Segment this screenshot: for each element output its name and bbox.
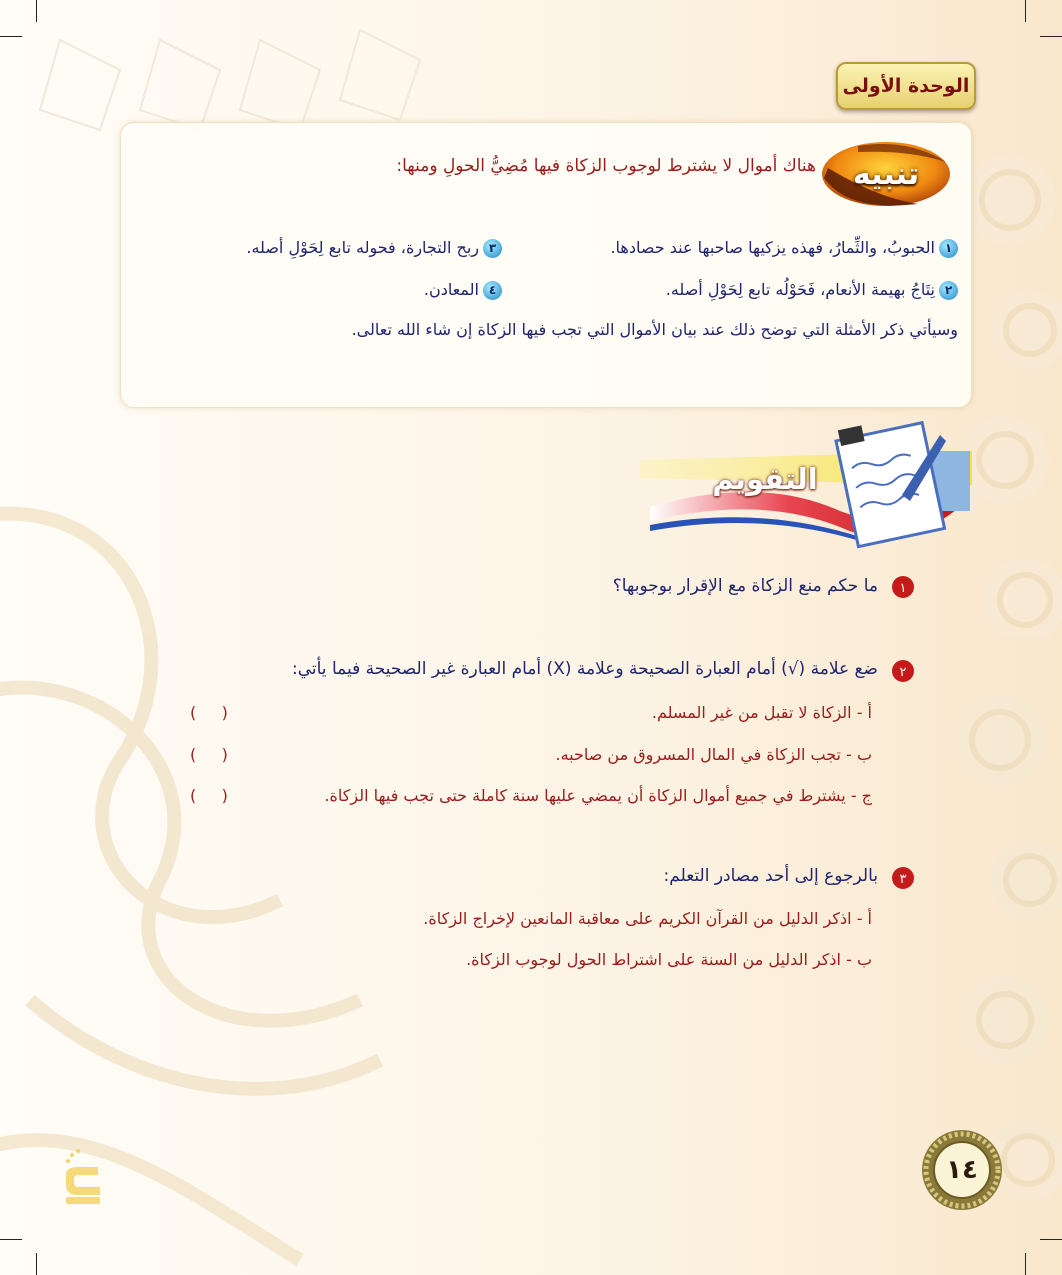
question-2-item-a: أ - الزكاة لا تقبل من غير المسلم. (651, 703, 872, 722)
question-2-text: ضع علامة (√) أمام العبارة الصحيحة وعلامة (X) أمام العبارة غير الصحيحة فيما يأتي: (292, 659, 878, 679)
number-bubble-icon: ١ (939, 239, 958, 258)
page-number: ١٤ (946, 1155, 978, 1185)
answer-blank[interactable]: ( ) (190, 745, 228, 764)
crop-mark (0, 36, 22, 37)
number-bubble-icon: ٢ (939, 281, 958, 300)
unit-label-badge (836, 62, 976, 110)
svg-text:١: ١ (899, 581, 907, 596)
attention-badge-label: تنبيه (852, 156, 920, 192)
question-2-item-c: ج - يشترط في جميع أموال الزكاة أن يمضي عليها سنة كاملة حتى تجب فيها الزكاة. (324, 786, 872, 805)
unit-label: الوحدة الأولى (842, 75, 970, 97)
answer-blank[interactable]: ( ) (190, 786, 228, 805)
question-mark-icon (888, 866, 918, 890)
crop-mark (0, 1239, 22, 1240)
question-mark-icon (888, 575, 918, 599)
question-3-item-a: أ - اذكر الدليل من القرآن الكريم على معاقبة المانعين لإخراج الزكاة. (423, 909, 872, 928)
note-intro-text: هناك أموال لا يشترط لوجوب الزكاة فيها مُضِيُّ الحولِ ومنها: (396, 156, 816, 176)
note-item-4: ٤المعادن. (424, 280, 502, 300)
answer-blank[interactable]: ( ) (190, 703, 228, 722)
number-bubble-icon: ٤ (483, 281, 502, 300)
crop-mark (36, 0, 37, 22)
evaluation-title: التقويم (712, 462, 818, 496)
number-bubble-icon: ٣ (483, 239, 502, 258)
publisher-logo-icon (58, 1145, 108, 1207)
crop-mark (1040, 1239, 1062, 1240)
question-mark-icon (888, 659, 918, 683)
question-3-text: بالرجوع إلى أحد مصادر التعلم: (663, 866, 878, 886)
crop-mark (1025, 0, 1026, 22)
crop-mark (1025, 1253, 1026, 1275)
question-3-item-b: ب - اذكر الدليل من السنة على اشتراط الحول لوجوب الزكاة. (466, 950, 872, 969)
question-2-item-b: ب - تجب الزكاة في المال المسروق من صاحبه. (555, 745, 872, 764)
crop-mark (1040, 36, 1062, 37)
svg-text:٢: ٢ (899, 665, 907, 680)
note-closing-text: وسيأتي ذكر الأمثلة التي توضح ذلك عند بيان الأموال التي تجب فيها الزكاة إن شاء الله تعالى. (351, 320, 958, 339)
note-item-2: ٢نِتَاجُ بهيمة الأنعام، فَحَوْلُه تابع لِحَوْلِ أصله. (666, 280, 958, 300)
note-item-1: ١الحبوبُ، والثِّمارُ، فهذه يزكيها صاحبها عند حصادها. (610, 238, 958, 258)
note-item-3: ٣ربح التجارة، فحوله تابع لِحَوْلِ أصله. (246, 238, 502, 258)
crop-mark (36, 1253, 37, 1275)
question-1-text: ما حكم منع الزكاة مع الإقرار بوجوبها؟ (612, 576, 878, 596)
svg-text:٣: ٣ (899, 872, 907, 887)
